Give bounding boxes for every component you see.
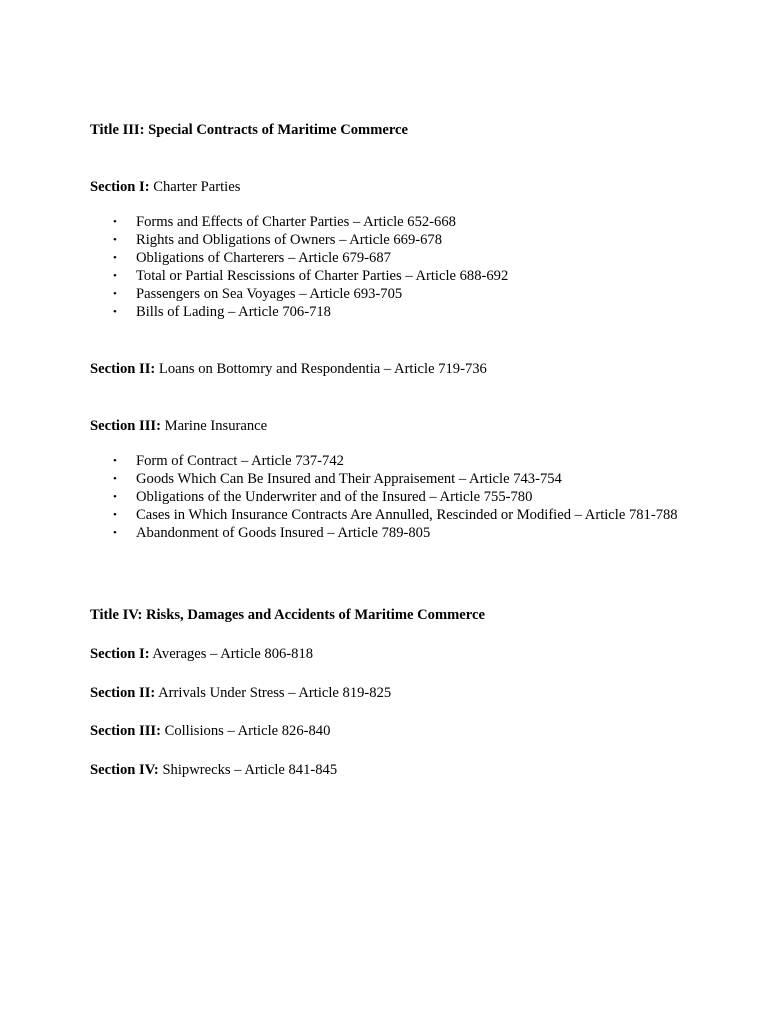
list-item: • Obligations of the Underwriter and of the Insured – Article 755-780	[113, 488, 533, 505]
bullet-icon: •	[113, 305, 117, 318]
list-item: • Cases in Which Insurance Contracts Are Annulled, Rescinded or Modified – Article 781-788	[113, 506, 678, 523]
bullet-icon: •	[113, 251, 117, 264]
marine-insurance-list	[90, 453, 690, 543]
t4-section-ii	[90, 684, 391, 702]
bullet-icon: •	[113, 216, 117, 228]
title-iii-heading: Title III: Special Contracts of Maritime Commerce	[90, 122, 409, 138]
section-text: Arrivals Under Stress – Article 819-825	[155, 685, 392, 701]
list-item: • Passengers on Sea Voyages – Article 693-705	[113, 285, 403, 302]
section-text: Shipwrecks – Article 841-845	[158, 762, 338, 778]
section-label: Section IV:	[90, 762, 159, 778]
list-item: • Goods Which Can Be Insured and Their Appraisement – Article 743-754	[113, 470, 562, 487]
title-iv-heading: Title IV: Risks, Damages and Accidents of Maritime Commerce	[90, 607, 485, 623]
list-item: • Obligations of Charterers – Article 679-687	[113, 249, 391, 266]
section-text: Collisions – Article 826-840	[160, 723, 331, 739]
t4-section-iv	[90, 761, 337, 779]
section-i-heading	[90, 178, 240, 196]
section-iii-heading	[90, 417, 267, 435]
section-label: Section II:	[90, 685, 156, 701]
section-label: Section II:	[90, 361, 156, 377]
list-item: • Total or Partial Rescissions of Charter Parties – Article 688-692	[113, 267, 509, 284]
bullet-icon: •	[113, 233, 117, 246]
bullet-icon: •	[113, 508, 117, 521]
section-label: Section I:	[90, 179, 150, 195]
section-label: Section I:	[90, 646, 150, 662]
bullet-icon: •	[113, 269, 117, 282]
section-label: Section III:	[90, 418, 161, 434]
list-item: • Rights and Obligations of Owners – Article 669-678	[113, 231, 443, 248]
t4-section-iii	[90, 722, 330, 740]
section-text: Marine Insurance	[160, 418, 268, 434]
bullet-icon: •	[113, 287, 117, 300]
section-text: Averages – Article 806-818	[149, 646, 314, 662]
bullet-icon: •	[113, 490, 117, 503]
list-item: • Bills of Lading – Article 706-718	[113, 303, 331, 320]
section-ii-heading	[90, 360, 487, 378]
section-label: Section III:	[90, 723, 161, 739]
list-item: • Abandonment of Goods Insured – Article 789-805	[113, 524, 431, 541]
t4-section-i	[90, 645, 313, 663]
bullet-icon: •	[113, 455, 117, 467]
list-item: • Form of Contract – Article 737-742	[113, 453, 344, 469]
section-text: Loans on Bottomry and Respondentia – Article 719-736	[155, 361, 487, 377]
bullet-icon: •	[113, 526, 117, 539]
section-text: Charter Parties	[149, 179, 241, 195]
list-item: • Forms and Effects of Charter Parties – Article 652-668	[113, 214, 456, 230]
charter-parties-list	[90, 214, 690, 321]
bullet-icon: •	[113, 472, 117, 485]
